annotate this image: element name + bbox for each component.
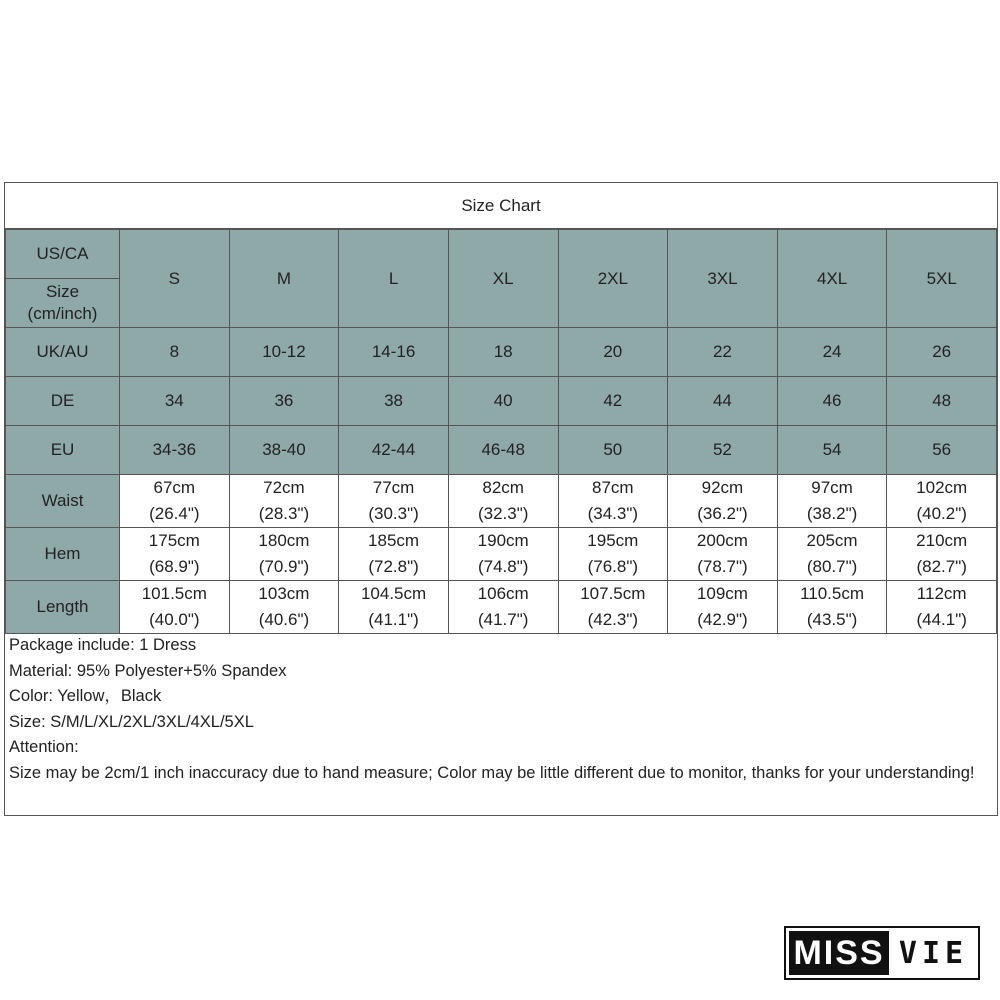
region-value-cell <box>339 377 449 426</box>
size-header: M <box>276 268 292 288</box>
region-value-cell <box>339 426 449 475</box>
region-value-cell <box>668 426 778 475</box>
measure-value-cell <box>229 528 339 581</box>
measure-inch: (41.1") <box>368 610 419 629</box>
region-value: 8 <box>169 342 180 361</box>
measure-inch: (40.6") <box>258 610 310 629</box>
measure-value-cell <box>558 528 668 581</box>
region-value: 46 <box>822 391 842 410</box>
region-value: 34 <box>164 391 184 410</box>
size-note: Size: S/M/L/XL/2XL/3XL/4XL/5XL <box>9 712 254 731</box>
brand-logo-right: VIE <box>898 935 969 971</box>
measure-value-cell <box>887 581 997 634</box>
region-value-cell <box>229 377 339 426</box>
region-value-cell <box>887 328 997 377</box>
region-value: 38-40 <box>262 440 306 459</box>
measure-value-cell <box>448 528 558 581</box>
measure-inch: (26.4") <box>149 504 200 523</box>
region-value: 10-12 <box>262 342 306 361</box>
region-value-cell <box>777 377 887 426</box>
region-value: 18 <box>493 342 513 361</box>
measure-inch: (40.2") <box>916 504 967 523</box>
region-value-cell <box>229 328 339 377</box>
measure-label-cell <box>6 528 120 581</box>
measure-inch: (30.3") <box>368 504 419 523</box>
region-value: 46-48 <box>481 440 525 459</box>
usca-label-cell <box>6 230 120 279</box>
region-value: 54 <box>822 440 842 459</box>
measure-value-cell <box>120 528 230 581</box>
region-value-cell <box>668 377 778 426</box>
measure-value-cell <box>229 581 339 634</box>
region-value: 36 <box>274 391 294 410</box>
measure-value-cell <box>339 528 449 581</box>
region-value: 56 <box>932 440 952 459</box>
measure-inch: (76.8") <box>587 557 639 576</box>
measure-cm: 180cm <box>258 531 310 550</box>
region-value-cell <box>229 426 339 475</box>
size-chart-sheet <box>4 182 998 816</box>
region-value: 38 <box>384 391 404 410</box>
region-value-cell <box>558 328 668 377</box>
measure-value-cell <box>777 528 887 581</box>
measure-value-cell <box>448 475 558 528</box>
measure-inch: (42.3") <box>587 610 639 629</box>
region-value-cell <box>887 377 997 426</box>
brand-logo <box>784 926 980 980</box>
region-value: 20 <box>603 342 623 361</box>
region-value: 34-36 <box>152 440 197 459</box>
region-label: EU <box>50 440 75 459</box>
measure-inch: (70.9") <box>258 557 310 576</box>
region-label-cell <box>6 328 120 377</box>
measure-inch: (44.1") <box>916 610 967 629</box>
measure-value-cell <box>668 528 778 581</box>
region-label: UK/AU <box>36 342 89 361</box>
measure-inch: (28.3") <box>258 504 310 523</box>
region-value-cell <box>777 328 887 377</box>
region-value-cell <box>120 426 230 475</box>
measure-inch: (80.7") <box>806 557 858 576</box>
measure-cm: 110.5cm <box>800 584 865 603</box>
measure-value-cell <box>448 581 558 634</box>
region-value-cell <box>668 328 778 377</box>
size-header: XL <box>492 268 514 288</box>
measure-cm: 109cm <box>696 584 748 603</box>
region-value-cell <box>120 377 230 426</box>
size-unit-label: Size <box>45 282 80 301</box>
region-value-cell <box>558 377 668 426</box>
brand-logo-left: MISS <box>789 931 889 975</box>
measure-inch: (40.0") <box>149 610 200 629</box>
measure-cm: 72cm <box>263 478 305 497</box>
measure-value-cell <box>229 475 339 528</box>
measure-cm: 67cm <box>153 478 196 497</box>
size-header-cell <box>339 230 449 328</box>
measure-inch: (32.3") <box>477 504 529 523</box>
measure-value-cell <box>339 475 449 528</box>
measure-cm: 92cm <box>701 478 744 497</box>
region-value: 48 <box>932 391 952 410</box>
measure-cm: 112cm <box>916 584 967 603</box>
measure-cm: 190cm <box>477 531 529 550</box>
region-value: 22 <box>712 342 732 361</box>
size-header: 5XL <box>926 268 957 288</box>
measure-cm: 195cm <box>587 531 639 550</box>
size-header-cell <box>558 230 668 328</box>
measure-cm: 200cm <box>696 531 748 550</box>
measure-inch: (43.5") <box>806 610 858 629</box>
measure-value-cell <box>777 581 887 634</box>
measure-cm: 103cm <box>258 584 310 603</box>
size-header-cell <box>448 230 558 328</box>
measure-label: Waist <box>41 491 84 510</box>
measure-inch: (82.7") <box>916 557 967 576</box>
measure-cm: 175cm <box>148 531 200 550</box>
measure-inch: (34.3") <box>587 504 639 523</box>
size-header: L <box>388 268 399 288</box>
region-value-cell <box>777 426 887 475</box>
measure-value-cell <box>777 475 887 528</box>
measure-inch: (41.7") <box>477 610 529 629</box>
region-value: 24 <box>822 342 842 361</box>
measure-cm: 210cm <box>916 531 968 550</box>
package-note: Package include: 1 Dress <box>9 636 197 654</box>
measure-inch: (38.2") <box>806 504 858 523</box>
region-value-cell <box>339 328 449 377</box>
measure-inch: (78.7") <box>697 557 748 576</box>
measure-cm: 106cm <box>477 584 529 603</box>
region-value: 42-44 <box>371 440 416 459</box>
measure-value-cell <box>558 581 668 634</box>
measure-value-cell <box>887 528 997 581</box>
size-header: 2XL <box>597 268 628 288</box>
measure-value-cell <box>120 475 230 528</box>
region-label-cell <box>6 377 120 426</box>
measure-inch: (36.2") <box>697 504 748 523</box>
measure-label: Length <box>36 597 89 616</box>
measure-label-cell <box>6 581 120 634</box>
measure-cm: 205cm <box>806 531 858 550</box>
size-header-cell <box>120 230 230 328</box>
product-notes <box>5 629 997 786</box>
size-header-cell <box>887 230 997 328</box>
measure-inch: (42.9") <box>697 610 748 629</box>
region-value: 44 <box>712 391 732 410</box>
measure-value-cell <box>668 581 778 634</box>
measure-value-cell <box>120 581 230 634</box>
material-note: Material: 95% Polyester+5% Spandex <box>9 661 287 680</box>
measure-cm: 82cm <box>482 478 524 497</box>
measure-cm: 107.5cm <box>580 584 646 603</box>
measure-label: Hem <box>44 544 81 563</box>
region-value: 14-16 <box>371 342 416 361</box>
region-value-cell <box>448 426 558 475</box>
region-value: 26 <box>932 342 952 361</box>
measure-cm: 185cm <box>368 531 420 550</box>
attention-label: Attention: <box>9 738 79 756</box>
region-value-cell <box>448 328 558 377</box>
size-header-cell <box>229 230 339 328</box>
region-value-cell <box>120 328 230 377</box>
measure-cm: 87cm <box>592 478 634 497</box>
size-table <box>5 229 997 634</box>
size-header: 4XL <box>816 268 848 288</box>
size-unit-label-cell <box>6 279 120 328</box>
region-value: 40 <box>493 391 513 410</box>
region-label-cell <box>6 426 120 475</box>
size-header-cell <box>668 230 778 328</box>
region-value-cell <box>448 377 558 426</box>
measure-value-cell <box>887 475 997 528</box>
measure-inch: (72.8") <box>368 557 419 576</box>
measure-cm: 104.5cm <box>360 584 427 603</box>
usca-label: US/CA <box>36 244 89 263</box>
size-header: S <box>168 268 180 288</box>
measure-value-cell <box>339 581 449 634</box>
measure-cm: 102cm <box>916 478 968 497</box>
measure-inch: (68.9") <box>149 557 200 576</box>
region-label: DE <box>50 391 75 410</box>
region-value: 50 <box>603 440 623 459</box>
size-unit-sublabel: (cm/inch) <box>27 304 98 323</box>
measure-cm: 97cm <box>811 478 853 497</box>
measure-inch: (74.8") <box>477 557 529 576</box>
measure-value-cell <box>558 475 668 528</box>
measure-value-cell <box>668 475 778 528</box>
measure-label-cell <box>6 475 120 528</box>
measure-cm: 101.5cm <box>141 584 207 603</box>
disclaimer-note: Size may be 2cm/1 inch inaccuracy due to hand measure; Color may be little different due to monitor, thanks for your understanding! <box>9 763 975 782</box>
size-header: 3XL <box>707 268 738 288</box>
measure-cm: 77cm <box>372 478 415 497</box>
region-value: 42 <box>603 391 623 410</box>
size-header-cell <box>777 230 887 328</box>
color-note: Color: Yellow，Black <box>9 687 162 705</box>
region-value-cell <box>558 426 668 475</box>
region-value-cell <box>887 426 997 475</box>
chart-title: Size Chart <box>5 183 997 229</box>
region-value: 52 <box>712 440 732 459</box>
